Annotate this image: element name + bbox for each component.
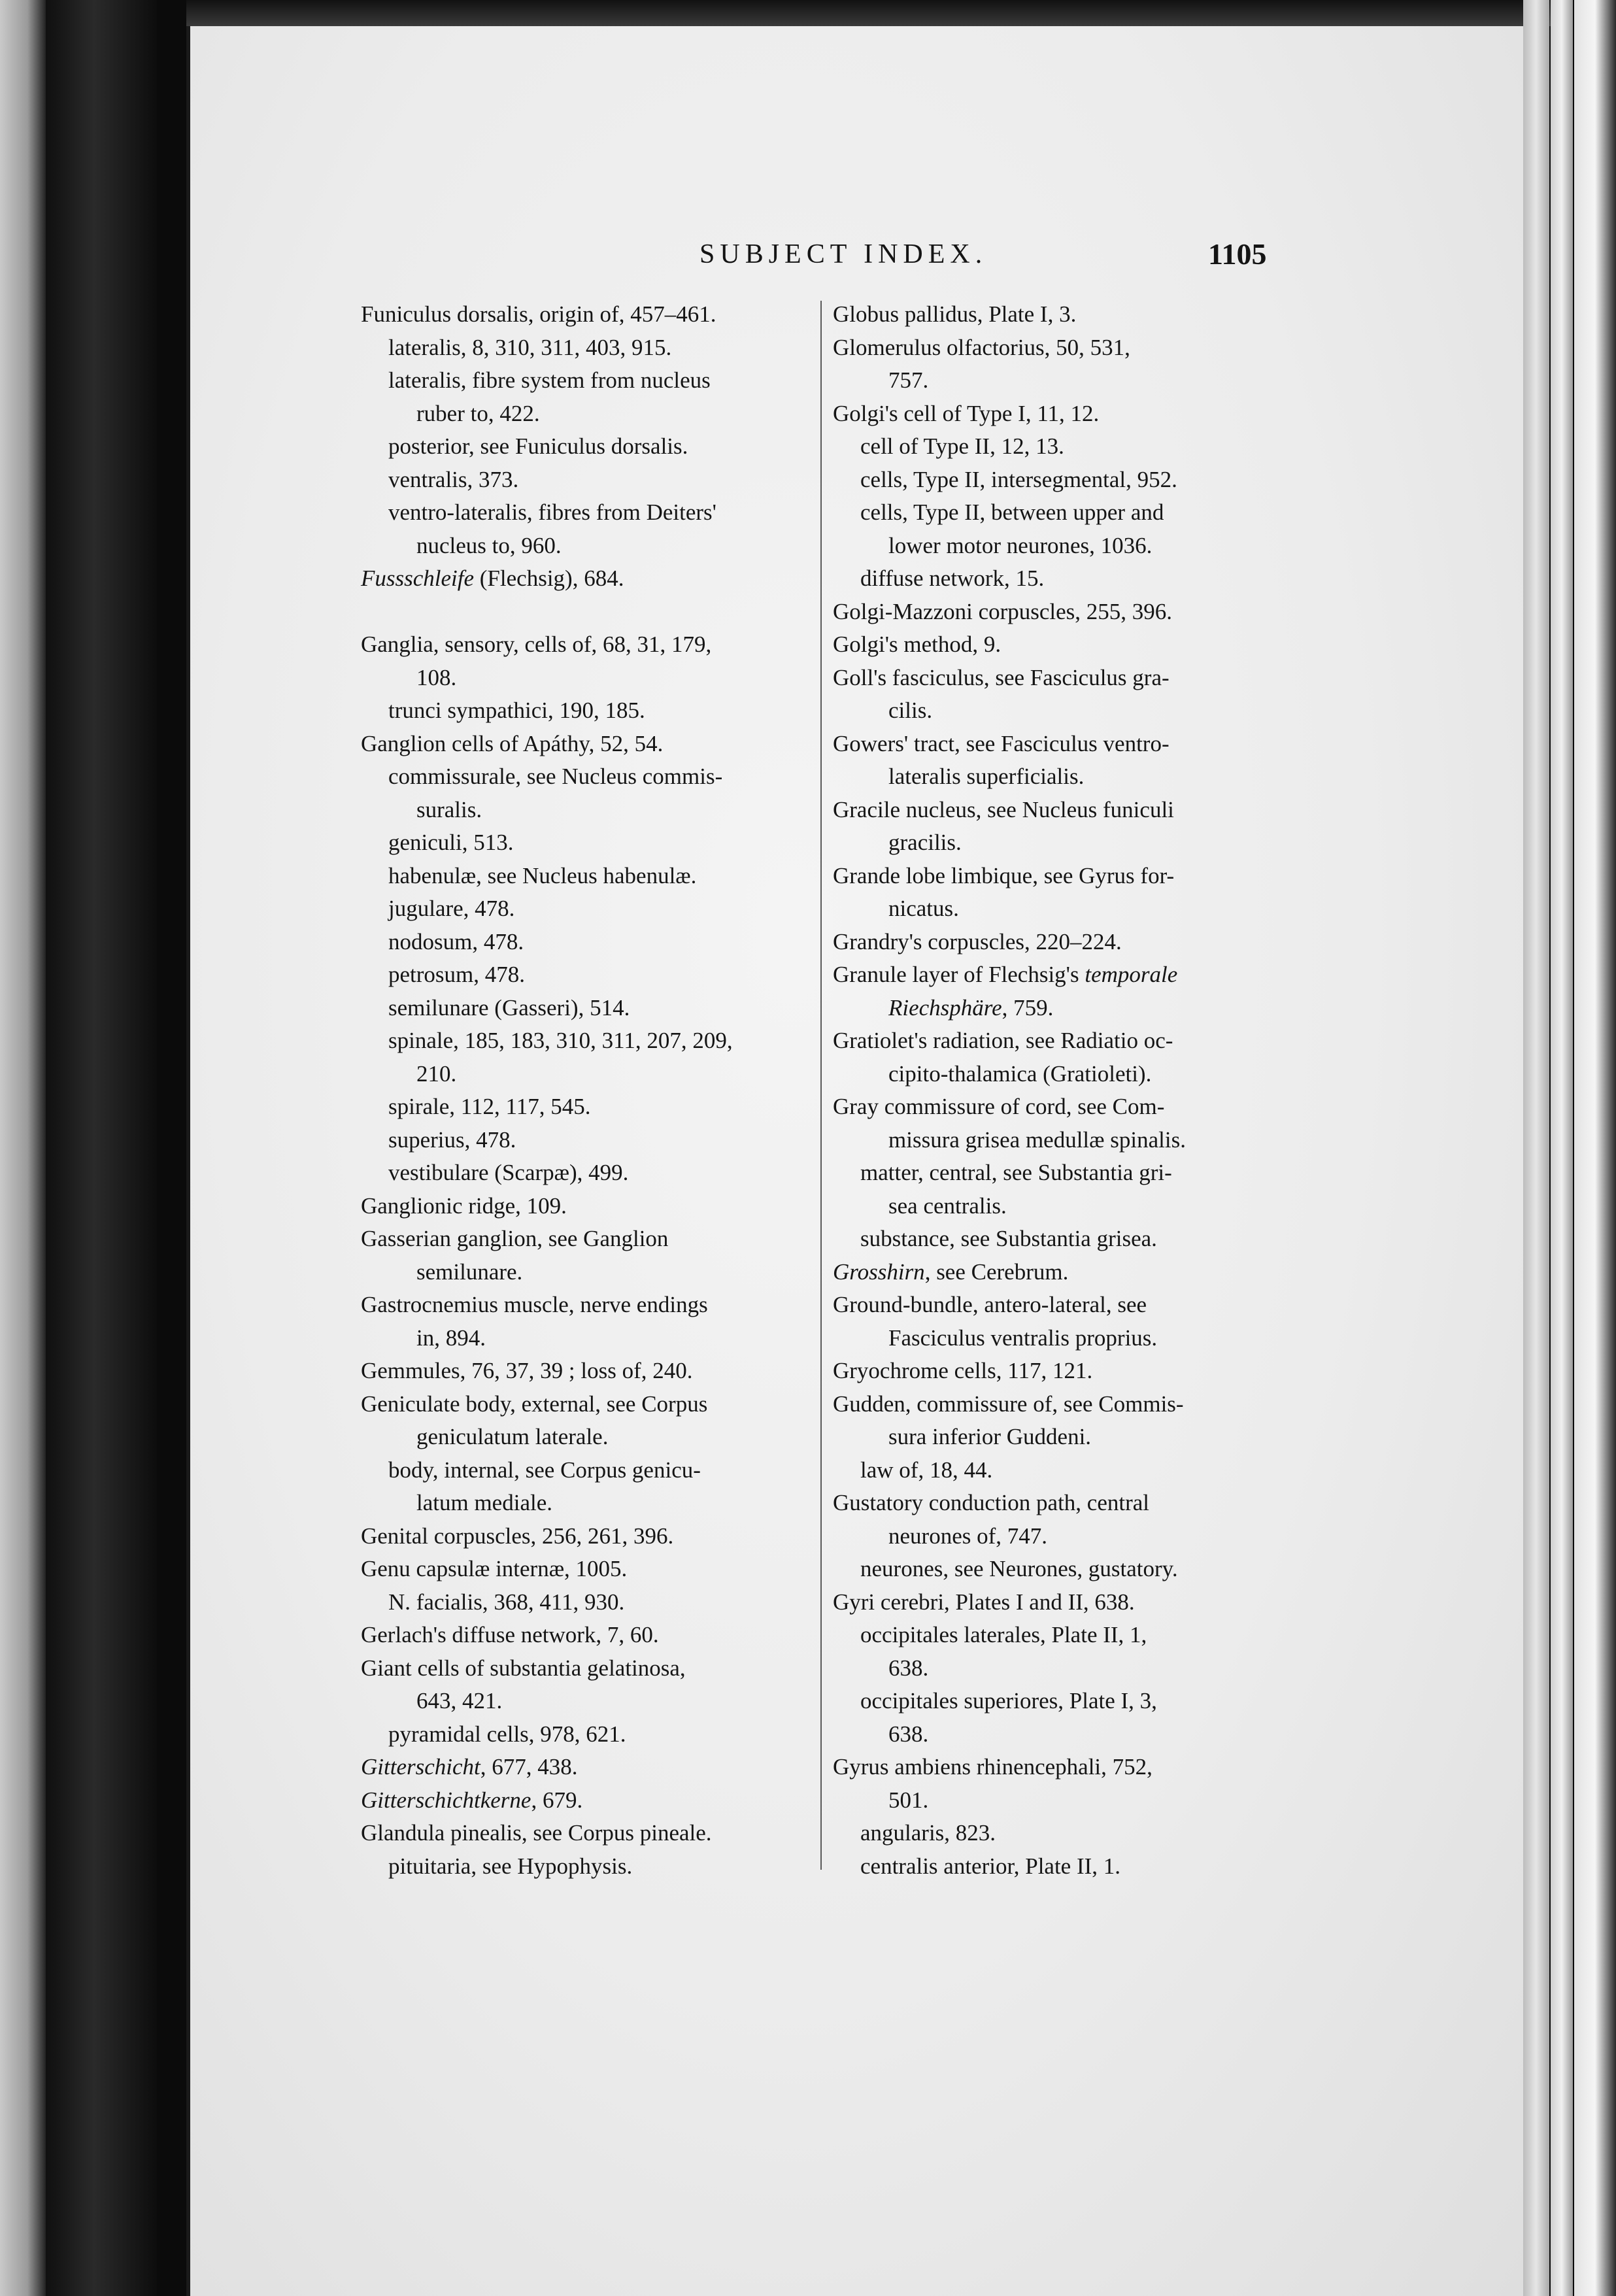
index-entry: 643, 421. <box>416 1688 503 1714</box>
index-entry: Gray commissure of cord, see Com- <box>833 1094 1165 1119</box>
index-entry: N. facialis, 368, 411, 930. <box>388 1589 625 1615</box>
index-entry: semilunare. <box>416 1258 523 1285</box>
index-entry: Gracile nucleus, see Nucleus funiculi <box>833 796 1174 822</box>
facing-page-sliver <box>0 0 46 2296</box>
index-entry: superius, 478. <box>388 1126 516 1153</box>
index-entry-text: , 679. <box>531 1787 583 1813</box>
index-entry: Genu capsulæ internæ, 1005. <box>361 1556 628 1581</box>
index-entry: Glomerulus olfactorius, 50, 531, <box>833 334 1130 360</box>
index-entry: latum mediale. <box>416 1490 552 1515</box>
index-entry <box>361 1784 811 1817</box>
index-entry-text: Granule layer of Flechsig's <box>833 962 1085 987</box>
index-entry: diffuse network, 15. <box>860 566 1045 591</box>
index-term-italic: Grosshirn <box>833 1258 925 1285</box>
index-entry: 757. <box>888 367 929 393</box>
index-entry: pyramidal cells, 978, 621. <box>388 1721 626 1747</box>
index-entry: Gudden, commissure of, see Commis- <box>833 1391 1184 1417</box>
index-entry: cipito-thalamica (Gratioleti). <box>888 1060 1152 1087</box>
index-entry: Geniculate body, external, see Corpus <box>361 1391 708 1417</box>
index-entry: ventralis, 373. <box>388 466 519 492</box>
index-term-italic: Gitterschichtkerne <box>361 1787 531 1813</box>
index-entry: substance, see Substantia grisea. <box>860 1226 1157 1251</box>
index-column-right <box>833 298 1279 1883</box>
index-entry: 501. <box>888 1787 929 1813</box>
page-edges <box>1523 0 1549 2296</box>
index-term-italic: Fussschleife <box>361 566 475 591</box>
index-column-left <box>361 298 811 1883</box>
index-entry: posterior, see Funiculus dorsalis. <box>388 433 688 459</box>
index-entry: nodosum, 478. <box>388 928 524 954</box>
index-entry: Giant cells of substantia gelatinosa, <box>361 1655 686 1681</box>
index-entry <box>833 958 1279 992</box>
page-edges <box>1574 0 1616 2296</box>
index-entry: jugulare, 478. <box>388 896 515 921</box>
index-entry: 638. <box>888 1655 929 1681</box>
index-entry: sea centralis. <box>888 1192 1007 1219</box>
index-entry: neurones, see Neurones, gustatory. <box>860 1556 1178 1581</box>
index-entry: 210. <box>416 1060 457 1087</box>
index-entry: geniculatum laterale. <box>416 1424 609 1449</box>
index-entry: Gerlach's diffuse network, 7, 60. <box>361 1622 659 1647</box>
index-entry: Grandry's corpuscles, 220–224. <box>833 928 1122 954</box>
index-entry: in, 894. <box>416 1325 486 1351</box>
page-edges <box>1551 0 1573 2296</box>
index-entry: 638. <box>888 1721 929 1747</box>
index-entry: angularis, 823. <box>860 1820 996 1846</box>
index-entry: ruber to, 422. <box>416 400 540 426</box>
index-entry: Gyri cerebri, Plates I and II, 638. <box>833 1589 1135 1615</box>
column-divider <box>820 301 822 1870</box>
index-entry: Funiculus dorsalis, origin of, 457–461. <box>361 301 716 327</box>
index-entry: Golgi's cell of Type I, 11, 12. <box>833 400 1100 426</box>
index-entry: nicatus. <box>888 896 959 921</box>
index-entry: Gustatory conduction path, central <box>833 1490 1150 1515</box>
index-entry: matter, central, see Substantia gri- <box>860 1160 1172 1185</box>
index-entry: law of, 18, 44. <box>860 1457 993 1483</box>
index-entry: Grande lobe limbique, see Gyrus for- <box>833 862 1175 888</box>
index-entry: Gowers' tract, see Fasciculus ventro- <box>833 730 1170 756</box>
index-entry: pituitaria, see Hypophysis. <box>388 1853 633 1879</box>
index-entry: 108. <box>416 664 457 690</box>
index-entry: cells, Type II, between upper and <box>860 499 1164 525</box>
index-entry: occipitales superiores, Plate I, 3, <box>860 1688 1157 1714</box>
index-entry-text: , 677, 438. <box>480 1754 578 1780</box>
index-entry: ventro-lateralis, fibres from Deiters' <box>388 499 716 525</box>
index-entry: habenulæ, see Nucleus habenulæ. <box>388 862 697 888</box>
index-entry: Gryochrome cells, 117, 121. <box>833 1358 1093 1383</box>
index-entry: Golgi-Mazzoni corpuscles, 255, 396. <box>833 598 1173 624</box>
index-entry: spirale, 112, 117, 545. <box>388 1094 591 1119</box>
index-entry: neurones of, 747. <box>888 1523 1048 1549</box>
index-entry: gracilis. <box>888 830 962 855</box>
index-entry: lateralis, fibre system from nucleus <box>388 367 711 393</box>
index-entry: geniculi, 513. <box>388 830 514 855</box>
index-entry: Fasciculus ventralis proprius. <box>888 1325 1158 1351</box>
index-entry: cells, Type II, intersegmental, 952. <box>860 466 1177 492</box>
index-entry <box>361 562 811 596</box>
index-entry-text: (Flechsig), 684. <box>474 566 624 591</box>
index-entry: Gasserian ganglion, see Ganglion <box>361 1226 669 1251</box>
index-entry <box>361 1751 811 1784</box>
running-head: SUBJECT INDEX. <box>699 239 988 269</box>
index-entry: body, internal, see Corpus genicu- <box>388 1457 701 1483</box>
index-entry: Ganglia, sensory, cells of, 68, 31, 179, <box>361 632 712 657</box>
index-entry: cell of Type II, 12, 13. <box>860 433 1064 459</box>
index-term-italic: temporale <box>1085 962 1178 987</box>
index-entry: nucleus to, 960. <box>416 532 562 558</box>
index-entry: Goll's fasciculus, see Fasciculus gra- <box>833 664 1170 690</box>
index-entry: centralis anterior, Plate II, 1. <box>860 1853 1121 1879</box>
index-entry: semilunare (Gasseri), 514. <box>388 994 630 1021</box>
scan-top-edge <box>186 0 1572 26</box>
index-entry <box>833 1256 1279 1289</box>
index-entry <box>833 992 1279 1025</box>
index-entry: Gemmules, 76, 37, 39 ; loss of, 240. <box>361 1358 693 1383</box>
index-entry: Gratiolet's radiation, see Radiatio oc- <box>833 1028 1173 1053</box>
index-entry: sura inferior Guddeni. <box>888 1424 1092 1449</box>
index-entry: cilis. <box>888 698 933 723</box>
index-entry: suralis. <box>416 796 482 822</box>
index-entry: Globus pallidus, Plate I, 3. <box>833 301 1077 327</box>
index-entry: Ganglion cells of Apáthy, 52, 54. <box>361 730 664 756</box>
index-entry: missura grisea medullæ spinalis. <box>888 1126 1186 1153</box>
index-term-italic: Riechsphäre <box>888 994 1002 1021</box>
index-entry: petrosum, 478. <box>388 962 526 987</box>
index-entry-text: , see Cerebrum. <box>924 1258 1069 1285</box>
index-entry: Gyrus ambiens rhinencephali, 752, <box>833 1754 1153 1780</box>
index-entry: occipitales laterales, Plate II, 1, <box>860 1622 1147 1647</box>
index-entry: Ganglionic ridge, 109. <box>361 1192 567 1219</box>
index-entry: vestibulare (Scarpæ), 499. <box>388 1160 629 1185</box>
entry-gap <box>361 596 811 629</box>
index-entry: lateralis superficialis. <box>888 764 1085 789</box>
index-term-italic: Gitterschicht <box>361 1754 480 1780</box>
index-entry: Gastrocnemius muscle, nerve endings <box>361 1292 708 1317</box>
index-entry: commissurale, see Nucleus commis- <box>388 764 723 789</box>
index-entry: lateralis, 8, 310, 311, 403, 915. <box>388 334 672 360</box>
index-entry: Glandula pinealis, see Corpus pineale. <box>361 1820 712 1846</box>
index-entry: lower motor neurones, 1036. <box>888 532 1153 558</box>
index-entry: Genital corpuscles, 256, 261, 396. <box>361 1523 674 1549</box>
page-number: 1105 <box>1208 237 1267 271</box>
index-entry: Golgi's method, 9. <box>833 632 1002 657</box>
index-entry-text: , 759. <box>1002 994 1054 1021</box>
index-entry: Ground-bundle, antero-lateral, see <box>833 1292 1147 1317</box>
index-entry: trunci sympathici, 190, 185. <box>388 698 645 723</box>
index-entry: spinale, 185, 183, 310, 311, 207, 209, <box>388 1028 733 1053</box>
